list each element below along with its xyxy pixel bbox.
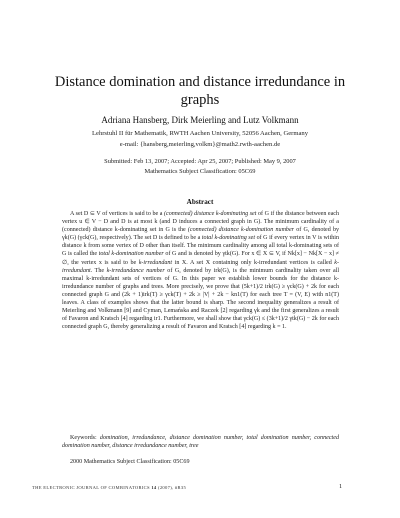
journal-name: THE ELECTRONIC JOURNAL OF COMBINATORICS	[32, 485, 150, 490]
keywords-label: Keywords:	[70, 435, 97, 441]
paper-title: Distance domination and distance irredundance in graphs	[54, 74, 346, 108]
author-email: e-mail: {hansberg,meierling,volkm}@math2.rwth-aachen.de	[119, 141, 281, 148]
keywords-list: domination, irredundance, distance domination number, total domination number, connected domination number, distance irredundance number, tree	[62, 435, 339, 450]
journal-issue: (2007), #R35	[157, 485, 187, 490]
keywords	[62, 434, 339, 450]
journal-volume: 14	[151, 485, 157, 490]
abstract-body: A set D ⊆ V of vertices is said to be a (connected) distance k-dominating set of G if the distance between each vertex u ∈ V − D and D is at most k (and D induces a connected graph in G). The minimum cardinality of a (connected) distance k-dominating set in G is the (connected) distance k-domination number of G, denoted by γk(G) (γck(G), respectively). The set D is defined to be a total k-dominating set of G if every vertex in V is within distance k from some vertex of D other than itself. The minimum cardinality among all total k-dominating sets of G is called the total k-domination number of G and is denoted by γtk(G). For x ∈ X ⊆ V, if Nk[x] − Nk[X − x] ≠ ∅, the vertex x is said to be k-irredundant in X. A set X containing only k-irredundant vertices is called k-irredundant. The k-irredundance number of G, denoted by irk(G), is the minimum cardinality taken over all maximal k-irredundant sets of vertices of G. In this paper we establish lower bounds for the distance k-irredundance number of graphs and trees. More precisely, we prove that (5k+1)/2 irk(G) ≥ γck(G) + 2k for each connected graph G and (2k + 1)irk(T) ≥ γck(T) + 2k ≥ |V| + 2k − kn1(T) for each tree T = (V, E) with n1(T) leaves. A class of examples shows that the latter bound is sharp. The second inequality generalizes a result of Meierling and Volkmann [9] and Cyman, Lemańska and Raczek [2] regarding γk and the first generalizes a result of Favaron and Kratsch [4] regarding ir1. Furthermore, we shall show that γck(G) ≤ (3k+1)/2 γtk(G) − 2k for each connected graph G, thereby generalizing a result of Favaron and Kratsch [4] regarding k = 1.	[62, 211, 340, 331]
msc-2000: 2000 Mathematics Subject Classification: 05C69	[70, 459, 190, 465]
abstract-heading: Abstract	[186, 198, 214, 206]
subject-classification: Mathematics Subject Classification: 05C69	[144, 168, 256, 175]
page-number: 1	[339, 483, 343, 490]
author-list: Adriana Hansberg, Dirk Meierling and Lutz Volkmann	[101, 115, 299, 125]
publication-dates: Submitted: Feb 13, 2007; Accepted: Apr 25, 2007; Published: May 9, 2007	[104, 158, 296, 165]
affiliation: Lehrstuhl II für Mathematik, RWTH Aachen University, 52056 Aachen, Germany	[91, 130, 308, 137]
journal-footer	[32, 485, 186, 490]
